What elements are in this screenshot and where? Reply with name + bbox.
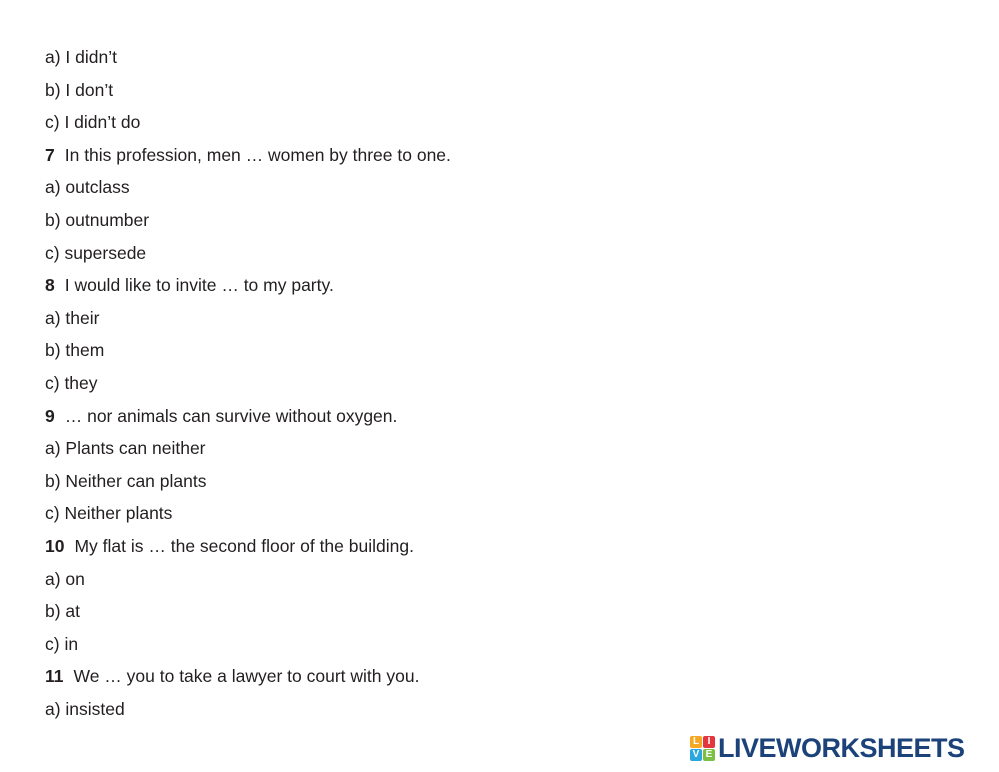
- question-number: 8: [45, 275, 55, 296]
- question-line: [45, 536, 414, 556]
- answer-option: c) supersede: [45, 242, 147, 263]
- answer-option: c) Neither plants: [45, 503, 173, 524]
- liveworksheets-logo-text: LIVEWORKSHEETS: [718, 732, 965, 763]
- liveworksheets-logo[interactable]: [690, 733, 965, 763]
- answer-option: b) I don’t: [45, 79, 114, 100]
- question-line: [45, 406, 397, 426]
- logo-icon-cell-i: I: [703, 736, 715, 748]
- question-line: [45, 275, 334, 295]
- answer-option: a) their: [45, 307, 100, 328]
- logo-icon-cell-v: V: [690, 749, 702, 761]
- question-number: 11: [45, 666, 64, 687]
- question-line: [45, 666, 419, 686]
- answer-option: a) I didn’t: [45, 47, 117, 67]
- question-number: 9: [45, 405, 55, 426]
- question-text: We … you to take a lawyer to court with you.: [73, 666, 420, 687]
- answer-option: b) at: [45, 601, 81, 622]
- question-text: In this profession, men … women by three to one.: [64, 144, 451, 165]
- answer-option: a) insisted: [45, 699, 125, 719]
- question-line: [45, 145, 451, 165]
- answer-option: c) in: [45, 633, 79, 654]
- question-text: My flat is … the second floor of the building.: [74, 536, 414, 556]
- question-number: 7: [45, 144, 55, 165]
- answer-option: b) them: [45, 340, 105, 361]
- question-number: 10: [45, 536, 65, 556]
- logo-icon-cell-l: L: [690, 736, 702, 748]
- answer-option: a) outclass: [45, 177, 130, 198]
- answer-option: a) Plants can neither: [45, 438, 206, 459]
- answer-option: c) I didn’t do: [45, 112, 141, 133]
- question-text: I would like to invite … to my party.: [64, 275, 334, 296]
- logo-icon-cell-e: E: [703, 749, 715, 761]
- answer-option: a) on: [45, 568, 85, 589]
- answer-option: b) Neither can plants: [45, 470, 207, 491]
- question-text: … nor animals can survive without oxygen.: [64, 405, 398, 426]
- answer-option: b) outnumber: [45, 210, 150, 230]
- answer-option: c) they: [45, 373, 98, 393]
- liveworksheets-logo-icon: [690, 736, 715, 761]
